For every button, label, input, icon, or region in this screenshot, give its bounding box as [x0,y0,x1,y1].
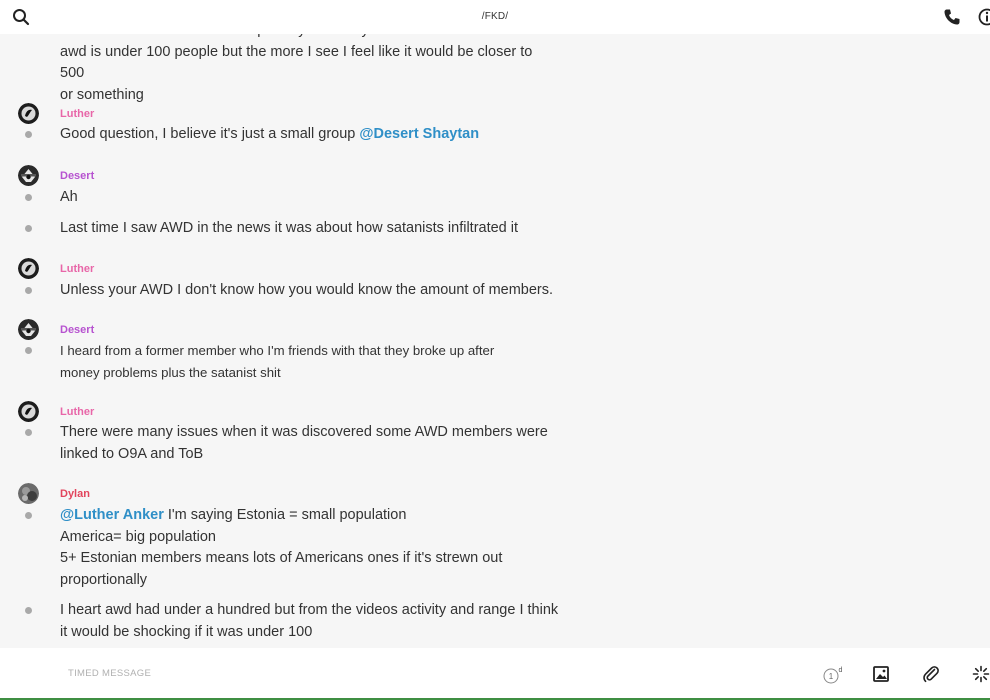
message-line: Good question, I believe it's just a small group [60,126,360,142]
status-dot [25,131,32,138]
author-name[interactable]: Luther [60,263,95,275]
avatar[interactable] [18,103,39,124]
message-line: I heart awd had under a hundred but from the videos activity and range I think [60,602,559,618]
message-text: Last time I saw AWD in the news it was about how satanists infiltrated it [60,220,519,236]
message-text [60,124,560,146]
status-dot [25,512,32,519]
avatar[interactable] [18,401,39,422]
message-line: 5+ Estonian members means lots of Americans ones if it's strewn out [60,550,503,566]
status-dot [25,287,32,294]
message-line: it would be shocking if it was under 100 [60,623,313,640]
message-line: There were many issues when it was discovered some AWD members were [60,424,548,440]
info-icon[interactable] [978,8,990,26]
message-text: Ah [60,189,78,205]
phone-icon[interactable] [943,8,961,26]
author-name[interactable]: Dylan [60,488,90,500]
message-line: money problems plus the satanist shit [60,364,281,380]
chat-title: /FKD/ [481,11,509,22]
avatar[interactable] [18,165,39,186]
paperclip-icon[interactable] [922,665,940,683]
status-dot [25,347,32,354]
sparkle-icon[interactable] [972,665,990,683]
mention-link[interactable]: @Desert Shaytan [359,126,480,142]
message-line: linked to O9A and ToB [60,445,204,462]
status-dot [25,194,32,201]
message-text [60,340,560,383]
message-fragment: I'm saying Estonia = small population [163,507,407,523]
message-text [60,422,560,465]
avatar[interactable] [18,319,39,340]
message-line: awd is under 100 people but the more I see I feel like it would be closer to 500 [60,43,533,81]
avatar[interactable] [18,258,39,279]
image-icon[interactable] [872,665,890,683]
status-dot [25,225,32,232]
message-input[interactable]: TIMED MESSAGE [68,668,152,679]
message-text [60,505,560,591]
author-name[interactable]: Desert [60,324,95,336]
message-line: proportionally [60,571,148,588]
message-line: I heard from a former member who I'm friends with that they broke up after [60,343,495,358]
message-line [60,505,560,527]
avatar[interactable] [18,483,39,504]
author-name[interactable]: Desert [60,170,95,182]
timer-unit: d [838,667,843,674]
message-text: Unless your AWD I don't know how you would know the amount of members. [60,282,554,298]
author-name[interactable]: Luther [60,406,95,418]
timer-value: 1 [828,672,834,681]
status-dot [25,607,32,614]
top-bar [0,0,990,34]
mention-link[interactable]: @Luther Anker [60,507,164,523]
timer-icon[interactable] [823,666,845,684]
status-dot [25,429,32,436]
message-text [60,600,560,643]
message-line: America= big population [60,528,216,545]
author-name[interactable]: Luther [60,108,95,120]
message-line: or something [60,86,144,103]
